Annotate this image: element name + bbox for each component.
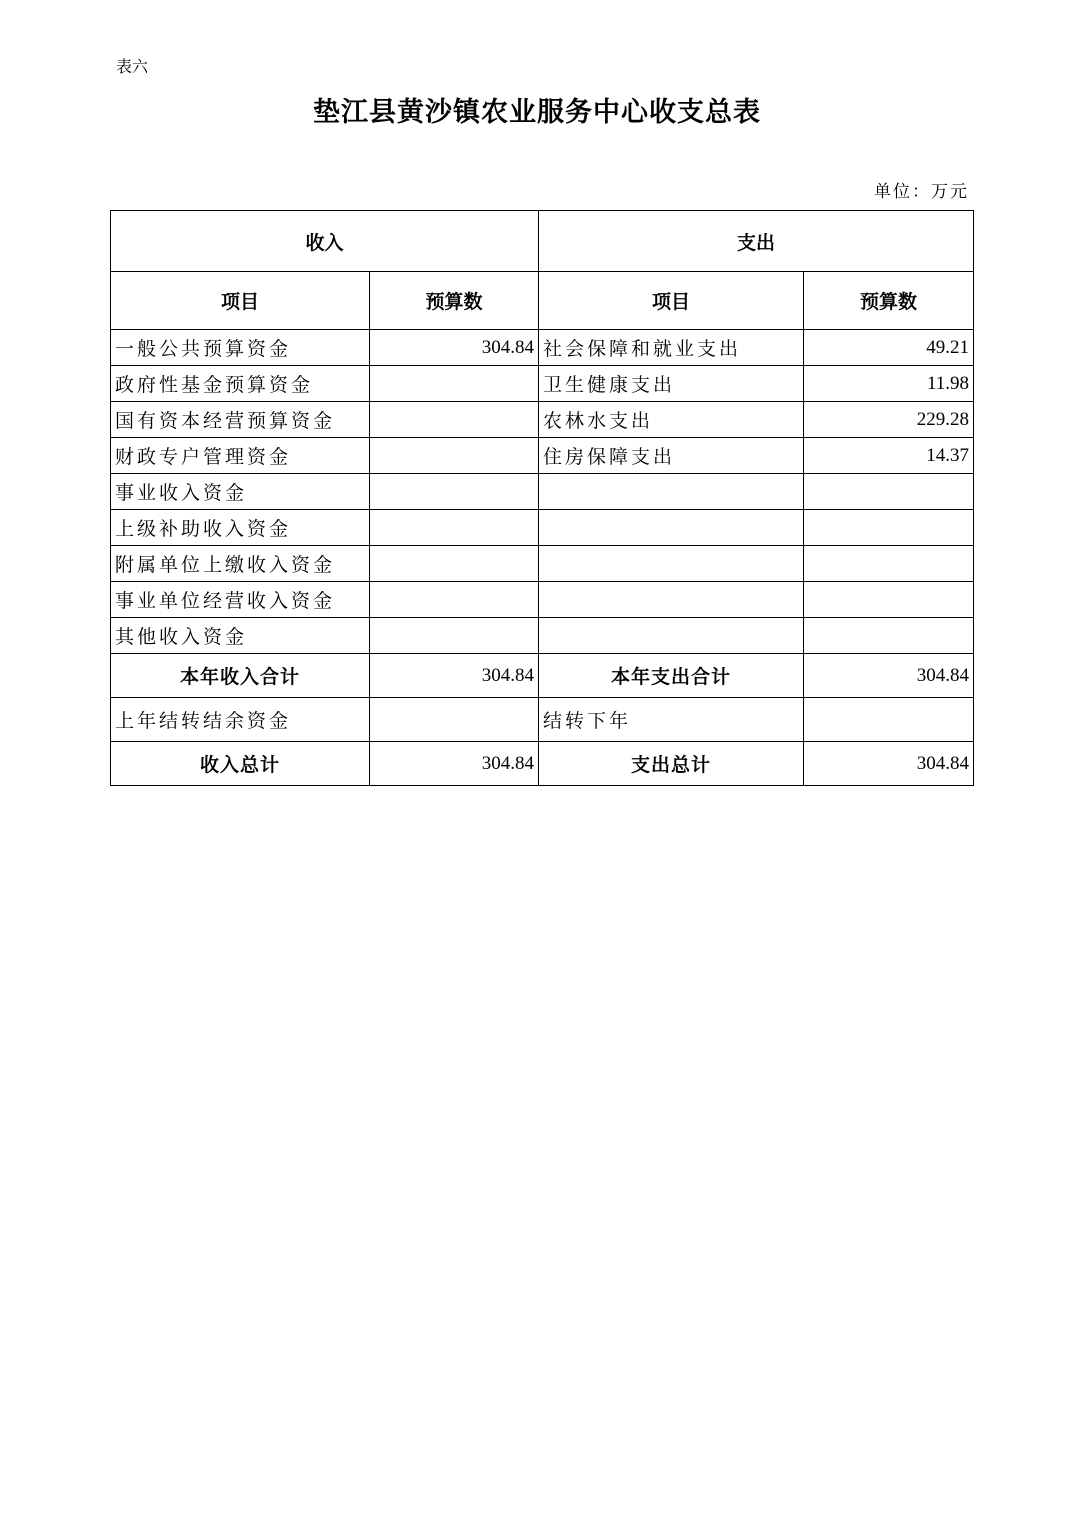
table-row	[111, 582, 974, 618]
grand-expense-total-label: 支出总计	[539, 742, 804, 786]
income-item-cell: 事业单位经营收入资金	[111, 582, 370, 618]
expense-item-cell	[539, 582, 804, 618]
expense-item-header: 项目	[539, 272, 804, 330]
expense-amount-cell	[804, 510, 974, 546]
expense-amount-cell: 11.98	[804, 366, 974, 402]
table-row	[111, 402, 974, 438]
expense-item-cell	[539, 546, 804, 582]
table-number: 表六	[116, 57, 149, 76]
carry-expense-amount	[804, 698, 974, 742]
expense-amount-cell	[804, 618, 974, 654]
table-row	[111, 366, 974, 402]
year-expense-total-amount: 304.84	[804, 654, 974, 698]
expense-item-cell: 住房保障支出	[539, 438, 804, 474]
grand-expense-total-amount: 304.84	[804, 742, 974, 786]
year-expense-total-label: 本年支出合计	[539, 654, 804, 698]
income-amount-cell	[370, 402, 539, 438]
expense-item-cell	[539, 510, 804, 546]
expense-section-header: 支出	[539, 211, 974, 272]
expense-amount-cell: 14.37	[804, 438, 974, 474]
grand-income-total-amount: 304.84	[370, 742, 539, 786]
table-row	[111, 474, 974, 510]
income-amount-cell	[370, 618, 539, 654]
income-amount-cell	[370, 546, 539, 582]
expense-item-cell: 卫生健康支出	[539, 366, 804, 402]
expense-amount-cell	[804, 546, 974, 582]
income-amount-cell: 304.84	[370, 330, 539, 366]
income-item-cell: 其他收入资金	[111, 618, 370, 654]
item-rows	[111, 330, 974, 654]
expense-amount-cell: 229.28	[804, 402, 974, 438]
table-row	[111, 618, 974, 654]
expense-amount-cell: 49.21	[804, 330, 974, 366]
grand-income-total-label: 收入总计	[111, 742, 370, 786]
income-item-cell: 附属单位上缴收入资金	[111, 546, 370, 582]
page-title: 垫江县黄沙镇农业服务中心收支总表	[313, 97, 761, 128]
expense-item-cell	[539, 618, 804, 654]
table-row	[111, 546, 974, 582]
expense-item-cell: 农林水支出	[539, 402, 804, 438]
income-amount-cell	[370, 510, 539, 546]
carry-row	[111, 698, 974, 742]
section-header-row	[111, 211, 974, 272]
grand-total-row	[111, 742, 974, 786]
income-amount-cell	[370, 474, 539, 510]
income-item-cell: 国有资本经营预算资金	[111, 402, 370, 438]
column-header-row	[111, 272, 974, 330]
income-item-cell: 财政专户管理资金	[111, 438, 370, 474]
income-item-cell: 政府性基金预算资金	[111, 366, 370, 402]
income-item-cell: 上级补助收入资金	[111, 510, 370, 546]
carry-income-amount	[370, 698, 539, 742]
income-section-header: 收入	[111, 211, 539, 272]
income-amount-cell	[370, 366, 539, 402]
budget-table	[110, 210, 974, 786]
income-amount-cell	[370, 582, 539, 618]
income-item-header: 项目	[111, 272, 370, 330]
carry-income-label: 上年结转结余资金	[111, 698, 370, 742]
table-row	[111, 510, 974, 546]
income-amount-cell	[370, 438, 539, 474]
year-income-total-label: 本年收入合计	[111, 654, 370, 698]
year-income-total-amount: 304.84	[370, 654, 539, 698]
carry-expense-label: 结转下年	[539, 698, 804, 742]
expense-budget-header: 预算数	[804, 272, 974, 330]
table-row	[111, 438, 974, 474]
expense-item-cell	[539, 474, 804, 510]
expense-amount-cell	[804, 474, 974, 510]
expense-item-cell: 社会保障和就业支出	[539, 330, 804, 366]
table-row	[111, 330, 974, 366]
income-item-cell: 事业收入资金	[111, 474, 370, 510]
expense-amount-cell	[804, 582, 974, 618]
income-item-cell: 一般公共预算资金	[111, 330, 370, 366]
income-budget-header: 预算数	[370, 272, 539, 330]
unit-label: 单位：万元	[874, 182, 969, 202]
year-total-row	[111, 654, 974, 698]
